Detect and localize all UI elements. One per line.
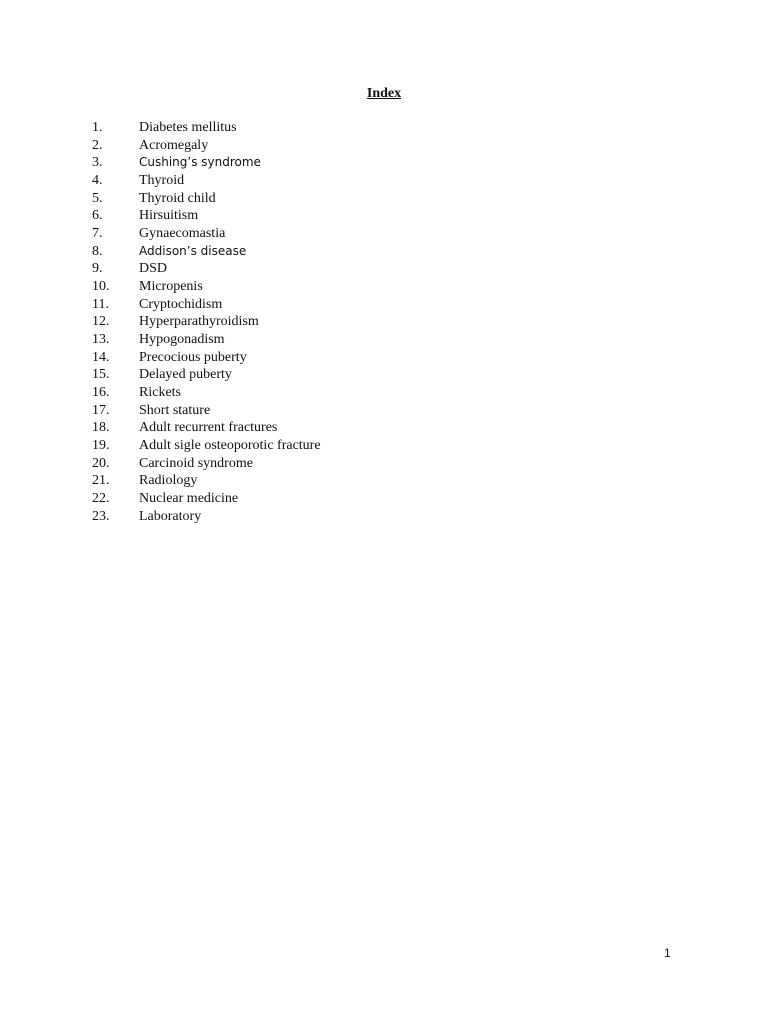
index-item-label: Addison’s disease <box>139 243 247 258</box>
index-item-label: Laboratory <box>139 508 202 524</box>
index-item-number: 2. <box>92 137 103 153</box>
index-item-number: 16. <box>92 385 110 401</box>
index-item-label: Hirsuitism <box>139 208 199 224</box>
index-item-label: Hyperparathyroidism <box>139 314 259 330</box>
index-item-label: Short stature <box>139 402 211 418</box>
index-item-number: 23. <box>92 508 110 524</box>
index-item-number: 3. <box>92 155 103 171</box>
index-item-label: Radiology <box>139 473 198 489</box>
index-item-number: 21. <box>92 473 110 489</box>
index-item-label: Delayed puberty <box>139 367 232 383</box>
index-item-number: 10. <box>92 279 110 295</box>
index-item-label: Micropenis <box>139 279 203 295</box>
index-item-label: Thyroid child <box>139 190 216 206</box>
index-item-number: 7. <box>92 226 103 242</box>
index-item-label: Hypogonadism <box>139 332 225 348</box>
index-item-number: 20. <box>92 455 110 471</box>
page-title: Index <box>366 86 402 101</box>
index-item-number: 1. <box>92 120 103 135</box>
index-item-label: Adult recurrent fractures <box>139 420 278 436</box>
index-item-number: 22. <box>92 491 110 507</box>
index-item-label: Precocious puberty <box>139 349 247 365</box>
index-item-number: 15. <box>92 367 110 383</box>
index-item-number: 6. <box>92 208 103 224</box>
index-item-number: 11. <box>92 296 109 312</box>
index-item-number: 5. <box>92 190 103 206</box>
index-item-label: Cushing’s syndrome <box>139 155 261 170</box>
index-item-label: Carcinoid syndrome <box>139 455 253 471</box>
index-item-label: Gynaecomastia <box>139 226 226 242</box>
index-item-number: 14. <box>92 349 110 365</box>
index-item-number: 4. <box>92 173 103 189</box>
index-item-label: Adult sigle osteoporotic fracture <box>139 438 321 454</box>
index-item-number: 12. <box>92 314 110 330</box>
index-item-label: Cryptochidism <box>139 296 223 312</box>
index-item-number: 18. <box>92 420 110 436</box>
index-item-label: Nuclear medicine <box>139 491 239 507</box>
index-item-label: Diabetes mellitus <box>139 120 237 135</box>
index-item-label: Rickets <box>139 385 181 401</box>
index-item-label: Thyroid <box>139 173 185 189</box>
index-item-label: DSD <box>139 261 168 277</box>
index-item-number: 8. <box>92 243 103 259</box>
page-number: 1 <box>664 946 671 960</box>
index-item-number: 19. <box>92 438 110 454</box>
index-item-number: 17. <box>92 402 110 418</box>
index-item-number: 9. <box>92 261 103 277</box>
index-item-number: 13. <box>92 332 110 348</box>
index-item-label: Acromegaly <box>139 137 209 153</box>
